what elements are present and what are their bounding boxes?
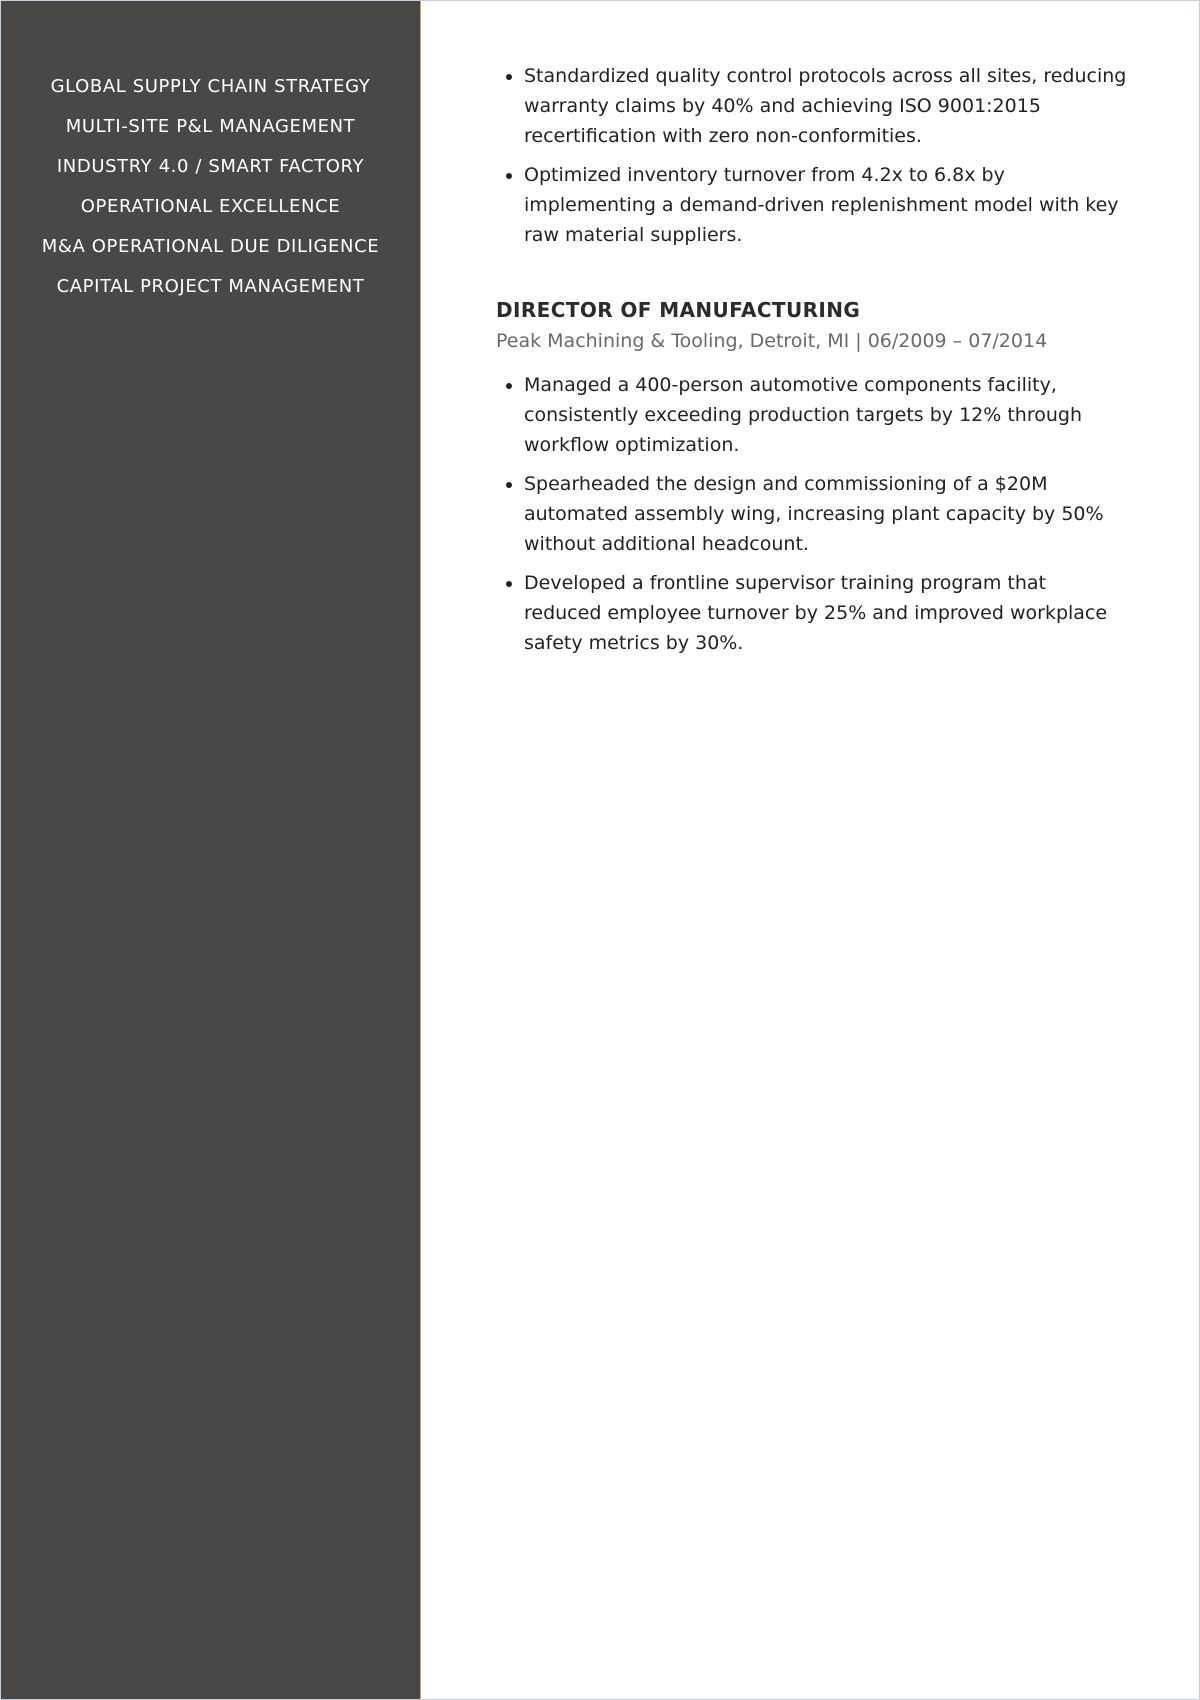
main-content [421, 1, 1199, 1699]
bullet-item: • Developed a frontline supervisor training program that reduced employee turnover by 25% and improved workplace safety metrics by 30%. [524, 568, 1129, 658]
bullet-item: • Spearheaded the design and commissioning of a $20M automated assembly wing, increasing plant capacity by 50% without additional headcount. [524, 469, 1129, 559]
sidebar [1, 1, 421, 1699]
bullet-item: • Managed a 400-person automotive components facility, consistently exceeding production targets by 12% through workflow optimization. [524, 370, 1129, 460]
skill-item: INDUSTRY 4.0 / SMART FACTORY [56, 156, 365, 177]
skills-list [1, 67, 420, 307]
job-bullets [496, 370, 1129, 658]
skill-item: OPERATIONAL EXCELLENCE [80, 196, 341, 217]
job-company-line: Peak Machining & Tooling, Detroit, MI | 06/2009 – 07/2014 [496, 330, 1048, 352]
skill-item: GLOBAL SUPPLY CHAIN STRATEGY [50, 76, 371, 97]
bullet-item: • Optimized inventory turnover from 4.2x to 6.8x by implementing a demand-driven replenishment model with key raw material suppliers. [524, 160, 1129, 250]
skill-item: M&A OPERATIONAL DUE DILIGENCE [41, 236, 380, 257]
skill-item: CAPITAL PROJECT MANAGEMENT [56, 276, 365, 297]
skill-item: MULTI-SITE P&L MANAGEMENT [65, 116, 356, 137]
bullet-item: • Standardized quality control protocols across all sites, reducing warranty claims by 40% and achieving ISO 9001:2015 recertification with zero non-conformities. [524, 61, 1129, 151]
job-title: DIRECTOR OF MANUFACTURING [496, 298, 861, 322]
job-section [496, 298, 1129, 658]
previous-job-bullets [496, 61, 1129, 250]
